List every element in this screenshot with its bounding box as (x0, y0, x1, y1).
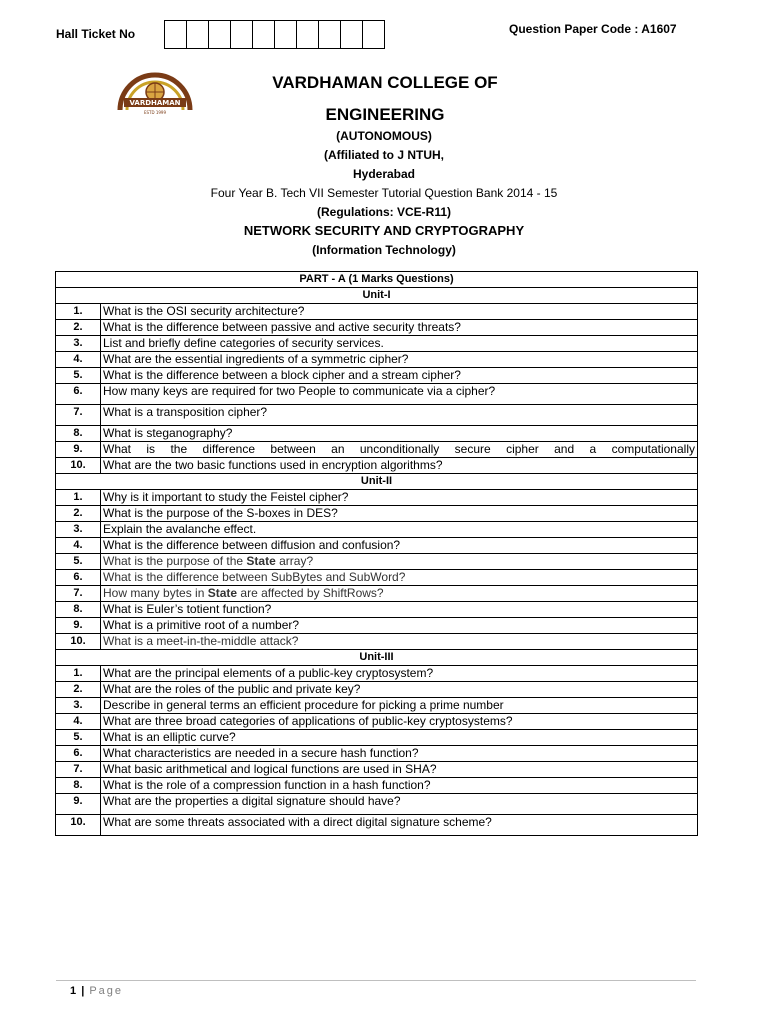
question-row (56, 442, 698, 458)
question-row (56, 714, 698, 730)
question-row (56, 538, 698, 554)
question-number: 3. (56, 698, 101, 714)
question-number: 5. (56, 554, 101, 570)
question-paper-code: Question Paper Code : A1607 (509, 22, 677, 36)
question-number: 10. (56, 815, 101, 836)
page-word: Page (89, 985, 124, 997)
question-number: 5. (56, 730, 101, 746)
question-text: What characteristics are needed in a secure hash function? (101, 746, 698, 762)
question-text: What is steganography? (101, 426, 698, 442)
autonomous-label: (AUTONOMOUS) (336, 129, 432, 143)
question-row (56, 490, 698, 506)
hall-ticket-label: Hall Ticket No (56, 27, 136, 41)
question-text: What are the principal elements of a public-key cryptosystem? (101, 666, 698, 682)
question-text: What is a primitive root of a number? (101, 618, 698, 634)
ticket-box (296, 21, 318, 48)
question-row (56, 352, 698, 368)
question-row (56, 698, 698, 714)
question-row (56, 794, 698, 815)
affiliation-label: (Affiliated to J NTUH, (324, 148, 444, 162)
question-row (56, 384, 698, 405)
question-text: What is the role of a compression function in a hash function? (101, 778, 698, 794)
question-row (56, 634, 698, 650)
part-title: PART - A (1 Marks Questions) (56, 272, 698, 288)
question-number: 5. (56, 368, 101, 384)
question-row (56, 336, 698, 352)
question-row (56, 405, 698, 426)
question-text: What is an elliptic curve? (101, 730, 698, 746)
ticket-box (186, 21, 208, 48)
unit-title: Unit-II (56, 474, 698, 490)
question-text: Explain the avalanche effect. (101, 522, 698, 538)
question-text: What are the roles of the public and private key? (101, 682, 698, 698)
question-text: What are the properties a digital signature should have? (101, 794, 698, 815)
svg-text:VARDHAMAN: VARDHAMAN (129, 99, 181, 107)
ticket-box (340, 21, 362, 48)
question-row (56, 815, 698, 836)
question-row (56, 506, 698, 522)
question-number: 1. (56, 666, 101, 682)
question-number: 7. (56, 586, 101, 602)
question-number: 3. (56, 336, 101, 352)
question-text: How many bytes in State are affected by ShiftRows? (101, 586, 698, 602)
program-label: Four Year B. Tech VII Semester Tutorial Question Bank 2014 - 15 (210, 186, 558, 200)
question-number: 2. (56, 320, 101, 336)
question-row (56, 746, 698, 762)
question-row (56, 426, 698, 442)
question-row (56, 618, 698, 634)
college-name-line-2: ENGINEERING (325, 105, 445, 124)
question-text: How many keys are required for two People to communicate via a cipher? (101, 384, 698, 405)
hall-ticket-boxes (164, 20, 385, 49)
question-number: 9. (56, 442, 101, 458)
question-text: What is the difference between SubBytes and SubWord? (101, 570, 698, 586)
question-row (56, 320, 698, 336)
question-row (56, 522, 698, 538)
question-number: 8. (56, 602, 101, 618)
ticket-box (252, 21, 274, 48)
ticket-box (230, 21, 252, 48)
question-text: What is the difference between passive and active security threats? (101, 320, 698, 336)
question-number: 3. (56, 522, 101, 538)
svg-text:ESTD 1999: ESTD 1999 (143, 110, 167, 115)
question-text: What are three broad categories of applications of public-key cryptosystems? (101, 714, 698, 730)
question-number: 9. (56, 618, 101, 634)
question-number: 8. (56, 426, 101, 442)
regulations-label: (Regulations: VCE-R11) (316, 205, 451, 219)
question-number: 10. (56, 634, 101, 650)
question-number: 10. (56, 458, 101, 474)
ticket-box (318, 21, 340, 48)
question-text: List and briefly define categories of security services. (101, 336, 698, 352)
question-text: What are the essential ingredients of a symmetric cipher? (101, 352, 698, 368)
ticket-box (274, 21, 296, 48)
question-row (56, 304, 698, 320)
question-text: What are some threats associated with a direct digital signature scheme? (101, 815, 698, 836)
question-row (56, 586, 698, 602)
question-row (56, 778, 698, 794)
college-logo (112, 70, 198, 116)
question-number: 6. (56, 570, 101, 586)
question-text: What is the difference between diffusion and confusion? (101, 538, 698, 554)
question-text: What is the difference between an unconditionally secure cipher and a computationally (101, 442, 698, 458)
question-number: 4. (56, 352, 101, 368)
question-text: What is Euler’s totient function? (101, 602, 698, 618)
question-row (56, 682, 698, 698)
question-number: 4. (56, 538, 101, 554)
college-name-line-1: VARDHAMAN COLLEGE OF (272, 73, 498, 92)
question-text: What is a transposition cipher? (101, 405, 698, 426)
page-footer (70, 985, 123, 997)
unit-title: Unit-III (56, 650, 698, 666)
question-row (56, 458, 698, 474)
question-table (55, 271, 698, 836)
question-text: Why is it important to study the Feistel cipher? (101, 490, 698, 506)
question-number: 6. (56, 746, 101, 762)
question-row (56, 730, 698, 746)
unit-title: Unit-I (56, 288, 698, 304)
question-row (56, 762, 698, 778)
question-text: What are the two basic functions used in encryption algorithms? (101, 458, 698, 474)
question-row (56, 602, 698, 618)
question-text: Describe in general terms an efficient procedure for picking a prime number (101, 698, 698, 714)
ticket-box (362, 21, 384, 48)
question-number: 1. (56, 304, 101, 320)
question-text: What is the purpose of the S-boxes in DES? (101, 506, 698, 522)
question-text: What is a meet-in-the-middle attack? (101, 634, 698, 650)
question-text: What is the difference between a block cipher and a stream cipher? (101, 368, 698, 384)
question-number: 7. (56, 405, 101, 426)
question-text: What basic arithmetical and logical functions are used in SHA? (101, 762, 698, 778)
question-number: 8. (56, 778, 101, 794)
question-number: 6. (56, 384, 101, 405)
question-text: What is the purpose of the State array? (101, 554, 698, 570)
question-row (56, 554, 698, 570)
question-number: 4. (56, 714, 101, 730)
ticket-box (165, 21, 186, 48)
footer-separator: | (81, 985, 85, 997)
question-number: 7. (56, 762, 101, 778)
branch-label: (Information Technology) (312, 243, 456, 257)
subject-title: NETWORK SECURITY AND CRYPTOGRAPHY (243, 223, 525, 238)
page-number: 1 (70, 985, 77, 997)
ticket-box (208, 21, 230, 48)
question-number: 2. (56, 506, 101, 522)
footer-divider (56, 980, 696, 981)
question-number: 9. (56, 794, 101, 815)
question-number: 2. (56, 682, 101, 698)
question-row (56, 570, 698, 586)
question-row (56, 666, 698, 682)
city-label: Hyderabad (352, 167, 416, 181)
question-text: What is the OSI security architecture? (101, 304, 698, 320)
question-number: 1. (56, 490, 101, 506)
header-details (0, 127, 768, 260)
question-row (56, 368, 698, 384)
